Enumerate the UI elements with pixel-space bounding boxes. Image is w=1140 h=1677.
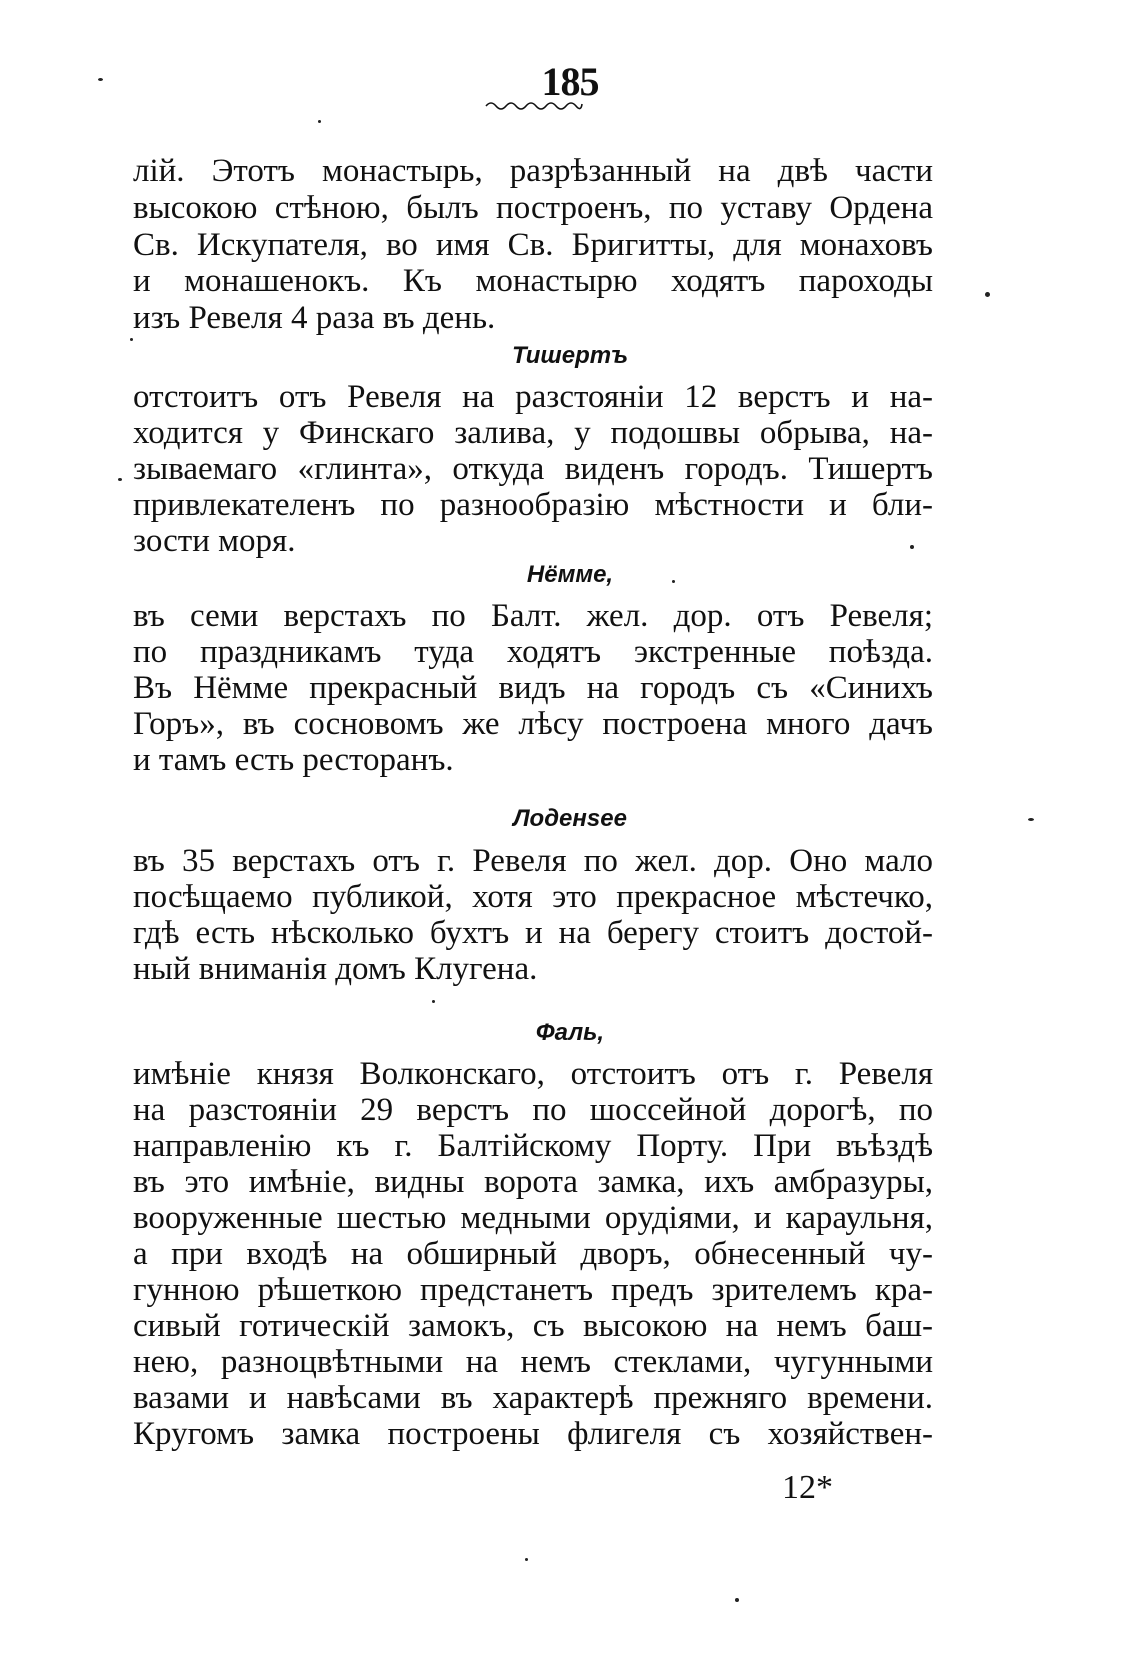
scan-speck — [672, 580, 675, 583]
text-line: въ 35 верстахъ отъ г. Ревеля по жел. дор. Оно мало — [133, 843, 933, 879]
text-line: высокою стѣною, былъ построенъ, по уставу Ордена — [133, 190, 933, 226]
text-line: ный вниманія домъ Клугена. — [133, 951, 538, 987]
text-line: привлекателенъ по разнообразію мѣстности и бли- — [133, 487, 933, 523]
text-line: зываемаго «глинта», откуда виденъ городъ. Тишертъ — [133, 451, 933, 487]
text-line: Кругомъ замка построены флигеля съ хозяйствен- — [133, 1416, 933, 1452]
text-line: лій. Этотъ монастырь, разрѣзанный на двѣ части — [133, 153, 933, 189]
scan-speck — [318, 120, 321, 123]
scan-speck — [118, 478, 122, 481]
wavy-ornament-icon — [484, 98, 584, 112]
scan-speck — [525, 1558, 528, 1561]
scan-speck — [735, 1598, 739, 1602]
text-line: вазами и навѣсами въ характерѣ прежняго времени. — [133, 1380, 933, 1416]
section-heading-nemme: Нёмме, — [526, 561, 614, 588]
text-line: Въ Нёмме прекрасный видъ на городъ съ «Синихъ — [133, 670, 933, 706]
section-heading-fall: Фаль, — [535, 1019, 605, 1046]
text-line: Св. Искупателя, во имя Св. Бригитты, для монаховъ — [133, 227, 933, 263]
section-heading-tishert: Тишертъ — [511, 342, 629, 369]
text-line: а при входѣ на обширный дворъ, обнесенный чу- — [133, 1236, 933, 1272]
text-line: и тамъ есть ресторанъ. — [133, 742, 454, 778]
text-line: направленію къ г. Балтійскому Порту. При въѣздѣ — [133, 1128, 933, 1164]
scan-speck — [98, 78, 103, 81]
text-line: и монашенокъ. Къ монастырю ходятъ пароходы — [133, 263, 933, 299]
scan-speck — [985, 292, 990, 297]
scan-speck — [130, 338, 133, 341]
text-line: отстоитъ отъ Ревеля на разстояніи 12 верстъ и на- — [133, 379, 933, 415]
text-line: Горъ», въ сосновомъ же лѣсу построена много дачъ — [133, 706, 933, 742]
text-line: ходится у Финскаго залива, у подошвы обрыва, на- — [133, 415, 933, 451]
scan-speck — [432, 1000, 435, 1003]
signature-mark: 12* — [782, 1469, 833, 1506]
text-line: сивый готическій замокъ, съ высокою на немъ баш- — [133, 1308, 933, 1344]
text-line: имѣніе князя Волконскаго, отстоитъ отъ г. Ревеля — [133, 1056, 933, 1092]
scan-speck — [910, 545, 914, 549]
text-line: гунною рѣшеткою предстанетъ предъ зрителемъ кра- — [133, 1272, 933, 1308]
text-line: зости моря. — [133, 523, 296, 559]
text-line: изъ Ревеля 4 раза въ день. — [133, 300, 496, 336]
scan-speck — [1028, 818, 1034, 821]
page-number: 185 — [541, 59, 599, 104]
text-line: посѣщаемо публикой, хотя это прекрасное мѣстечко, — [133, 879, 933, 915]
text-line: въ семи верстахъ по Балт. жел. дор. отъ Ревеля; — [133, 598, 933, 634]
text-line: по праздникамъ туда ходятъ экстренные поѣзда. — [133, 634, 933, 670]
text-line: гдѣ есть нѣсколько бухтъ и на берегу стоитъ достой- — [133, 915, 933, 951]
text-line: нею, разноцвѣтными на немъ стеклами, чугунными — [133, 1344, 933, 1380]
text-line: вооруженные шестью медными орудіями, и караульня, — [133, 1200, 933, 1236]
text-line: въ это имѣніе, видны ворота замка, ихъ амбразуры, — [133, 1164, 933, 1200]
text-line: на разстояніи 29 верстъ по шоссейной дорогѣ, по — [133, 1092, 933, 1128]
section-heading-lodenzee: Лоденѕее — [513, 805, 627, 832]
